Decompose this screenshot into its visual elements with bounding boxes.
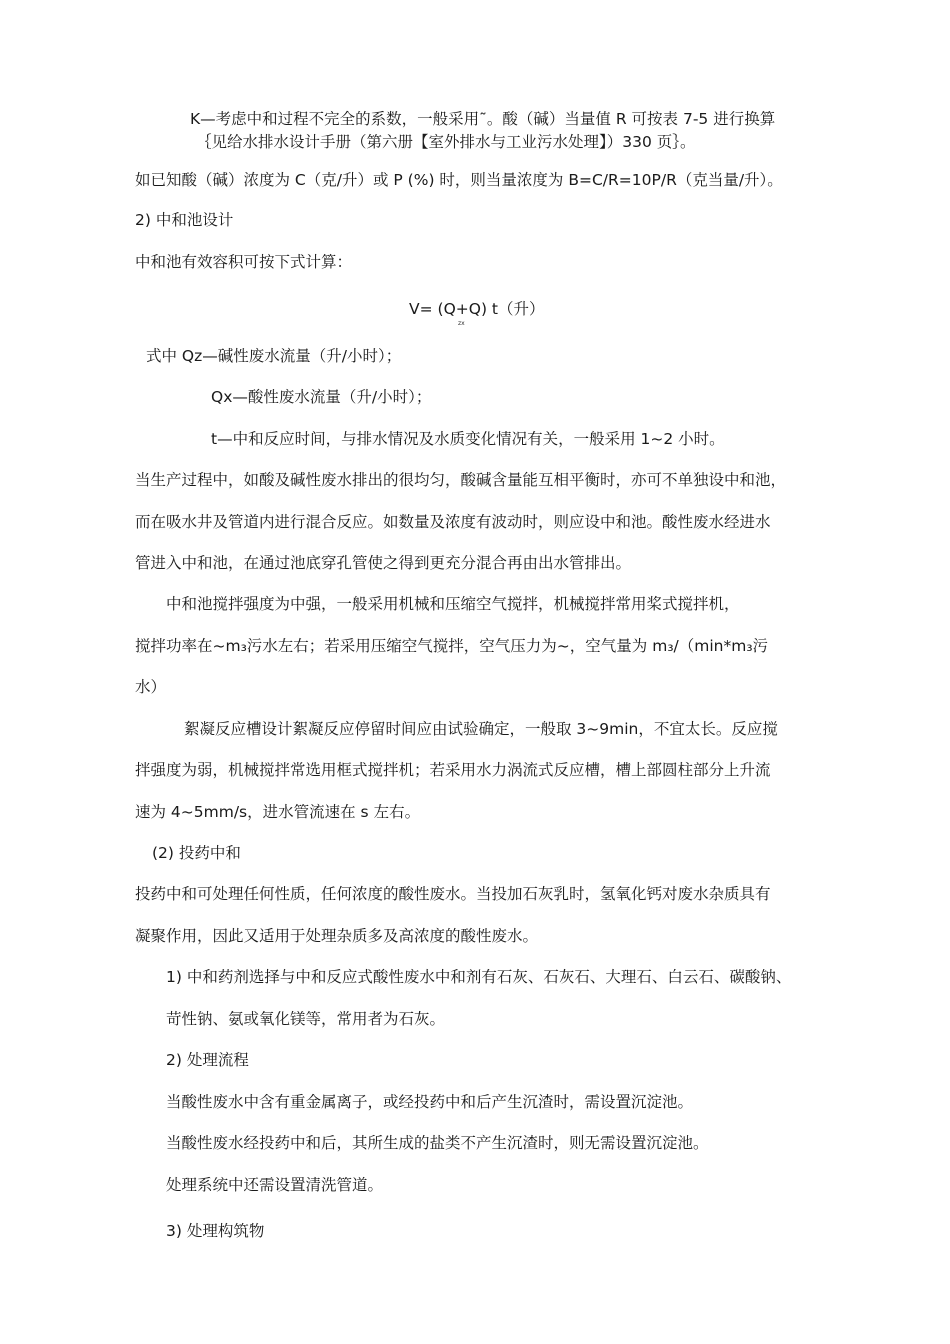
text-line: 苛性钠、氨或氧化镁等，常用者为石灰。 <box>166 1010 446 1028</box>
text-line: 而在吸水井及管道内进行混合反应。如数量及浓度有波动时，则应设中和池。酸性废水经进水 <box>135 513 771 531</box>
text-line: 拌强度为弱，机械搅拌常选用框式搅拌机；若采用水力涡流式反应槽，槽上部圆柱部分上升流 <box>135 761 771 779</box>
section-heading: 3) 处理构筑物 <box>166 1222 265 1240</box>
text-line: ｛见给水排水设计手册（第六册【室外排水与工业污水处理】）330 页｝。 <box>196 133 696 151</box>
text-line: 水） <box>135 678 167 696</box>
formula: V= (Q+Q) t（升） <box>409 300 545 318</box>
section-heading: (2) 投药中和 <box>152 844 241 862</box>
text-line: 当生产过程中，如酸及碱性废水排出的很均匀，酸碱含量能互相平衡时，亦可不单独设中和池， <box>135 471 787 489</box>
formula-subscript: zx <box>458 320 465 327</box>
text-line: 处理系统中还需设置清洗管道。 <box>166 1176 384 1194</box>
text-line: 1) 中和药剂选择与中和反应式酸性废水中和剂有石灰、石灰石、大理石、白云石、碳酸钠、 <box>166 968 792 986</box>
text-line: 当酸性废水经投药中和后，其所生成的盐类不产生沉渣时，则无需设置沉淀池。 <box>166 1134 709 1152</box>
text-line: 速为 4~5mm/s，进水管流速在 s 左右。 <box>135 803 421 821</box>
text-line: 凝聚作用，因此又适用于处理杂质多及高浓度的酸性废水。 <box>135 927 539 945</box>
text-line: 当酸性废水中含有重金属离子，或经投药中和后产生沉渣时，需设置沉淀池。 <box>166 1093 694 1111</box>
text-line: 式中 Qz—碱性废水流量（升/小时）； <box>146 347 402 365</box>
text-line: 管进入中和池，在通过池底穿孔管使之得到更充分混合再由出水管排出。 <box>135 554 632 572</box>
text-line: 搅拌功率在~m₃污水左右；若采用压缩空气搅拌，空气压力为~，空气量为 m₃/（min*m₃污 <box>135 637 769 655</box>
section-heading: 2) 中和池设计 <box>135 211 234 229</box>
text-line: 中和池有效容积可按下式计算： <box>135 253 353 271</box>
text-line: 如已知酸（碱）浓度为 C（克/升）或 P (%) 时，则当量浓度为 B=C/R=10P/R（克当量/升）。 <box>135 171 783 189</box>
text-line: Qx—酸性废水流量（升/小时）； <box>211 388 432 406</box>
text-line: K—考虑中和过程不完全的系数，一般采用˜。酸（碱）当量值 R 可按表 7-5 进行换算 <box>190 110 776 128</box>
text-line: 中和池搅拌强度为中强，一般采用机械和压缩空气搅拌，机械搅拌常用桨式搅拌机， <box>166 595 740 613</box>
text-line: t—中和反应时间，与排水情况及水质变化情况有关，一般采用 1~2 小时。 <box>211 430 725 448</box>
section-heading: 2) 处理流程 <box>166 1051 249 1069</box>
text-line: 投药中和可处理任何性质，任何浓度的酸性废水。当投加石灰乳时，氢氧化钙对废水杂质具有 <box>135 885 771 903</box>
text-line: 絮凝反应槽设计絮凝反应停留时间应由试验确定，一般取 3~9min，不宜太长。反应搅 <box>184 720 778 738</box>
